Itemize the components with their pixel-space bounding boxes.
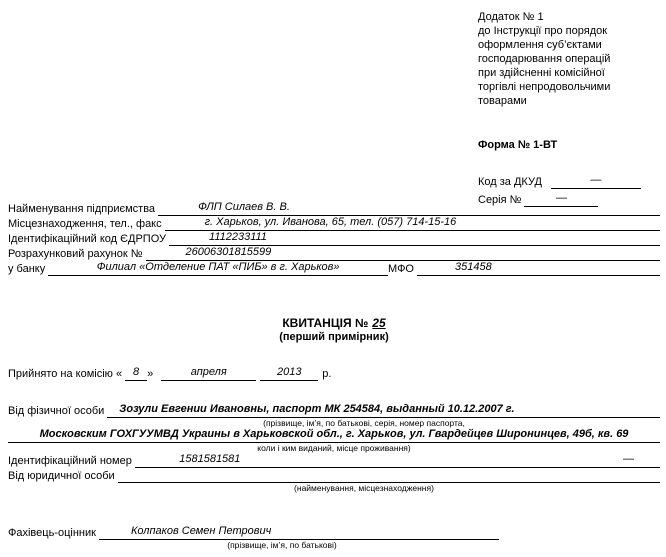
mfo-label: МФО: [388, 263, 414, 275]
commission-year-value: 2013: [260, 365, 318, 381]
company-name-label: Найменування підприємства: [8, 203, 156, 215]
edrpou-label: Ідентифікаційний код ЄДРПОУ: [8, 233, 167, 245]
individual-hint-1: (прізвище, ім’я, по батькові, серія, номер паспорта,: [263, 418, 465, 428]
individual-value: Зозули Евгении Ивановны, паспорт МК 254584, выданный 10.12.2007 г.: [107, 402, 660, 418]
receipt-title-prefix: КВИТАНЦІЯ №: [282, 316, 369, 330]
account-value: 26006301815599: [146, 245, 660, 261]
id-number-dash: —: [285, 452, 660, 468]
appraiser-hint: (прізвище, ім’я, по батькові): [227, 540, 337, 550]
company-location-value: г. Харьков, ул. Иванова, 65, тел. (057) 714-15-16: [165, 215, 660, 231]
individual-label: Від фізичної особи: [8, 405, 105, 417]
individual-address-value: Московским ГОХГУУМВД Украины в Харьковской обл., г. Харьков, ул. Гвардейцев Широнинцев, 49б, кв. 69: [8, 427, 660, 443]
instruction-line: оформлення суб’єктами: [478, 39, 602, 51]
id-number-row: [8, 453, 660, 468]
legal-entity-row: [8, 468, 660, 483]
dkud-label: Код за ДКУД: [478, 176, 542, 188]
receipt-title: [8, 316, 660, 330]
individual-hint-2: коли і ким виданий, місце проживання): [257, 443, 411, 453]
company-name-row: [8, 201, 660, 216]
bank-label: у банку: [8, 263, 46, 275]
company-name-value: ФЛП Силаев В. В.: [158, 200, 660, 216]
commission-date-row: [8, 366, 660, 381]
instruction-line: до Інструкції про порядок: [478, 25, 608, 37]
company-location-label: Місцезнаходження, тел., факс: [8, 218, 162, 230]
id-number-label: Ідентифікаційний номер: [8, 455, 132, 467]
form-header: [478, 10, 662, 207]
mfo-value: 351458: [417, 260, 660, 276]
instruction-line: при здійсненні комісійної: [478, 67, 605, 79]
instruction-line: товарами: [478, 95, 527, 107]
legal-entity-hint: (найменування, місцезнаходження): [294, 483, 434, 493]
account-label: Розрахунковий рахунок №: [8, 248, 143, 260]
commission-day-value: 8: [125, 365, 147, 381]
bank-value: Филиал «Отделение ПАТ «ПИБ» в г. Харьков»: [48, 260, 388, 276]
commission-year-suffix: р.: [322, 368, 332, 380]
receipt-number: 25: [372, 316, 386, 330]
dkud-value: —: [551, 174, 641, 189]
seria-label: Серія №: [478, 194, 522, 206]
individual-section: [8, 403, 660, 493]
id-number-value: 1581581581: [135, 452, 285, 468]
individual-address-row: [8, 428, 660, 443]
bank-row: [8, 261, 660, 276]
receipt-title-block: [8, 316, 660, 344]
instruction-line: торгівлі непродовольчими: [478, 81, 611, 93]
edrpou-row: [8, 231, 660, 246]
dkud-row: [478, 174, 662, 189]
account-row: [8, 246, 660, 261]
instruction-line: господарювання операцій: [478, 53, 611, 65]
receipt-subtitle: (перший примірник): [279, 331, 389, 343]
legal-entity-value: [118, 467, 660, 483]
seria-value: —: [524, 192, 598, 207]
commission-month-value: апреля: [161, 365, 256, 381]
individual-row: [8, 403, 660, 418]
legal-entity-label: Від юридичної особи: [8, 470, 115, 482]
edrpou-value: 1112233111: [169, 230, 660, 246]
form-number-label: Форма № 1-ВТ: [478, 139, 558, 151]
appendix-title: Додаток № 1: [478, 11, 544, 23]
appraiser-label: Фахівець-оцінник: [8, 527, 96, 539]
commission-label: Прийнято на комісію «: [8, 368, 123, 380]
appraiser-row: [8, 525, 660, 540]
commission-quote-close: »: [147, 368, 154, 380]
appraiser-value: Колпаков Семен Петрович: [99, 524, 499, 540]
company-location-row: [8, 216, 660, 231]
receipt-form: [8, 201, 660, 550]
